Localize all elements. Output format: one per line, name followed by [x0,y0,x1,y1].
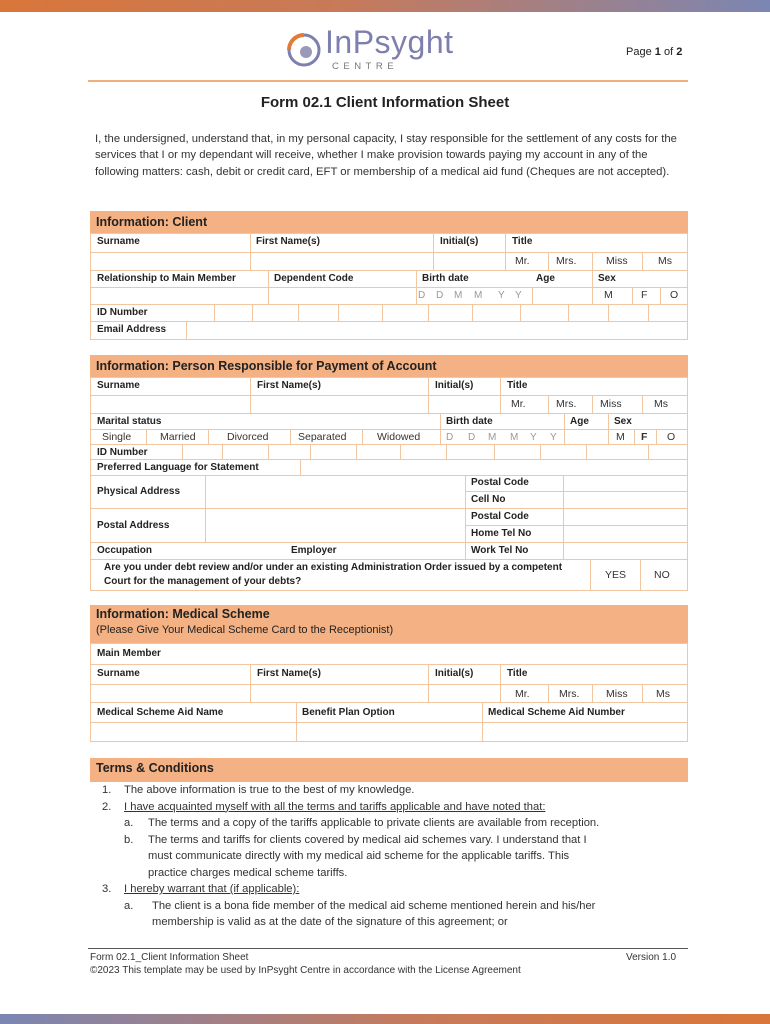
terms-item-text: The terms and a copy of the tariffs applicable to private clients are available from reception. [148,817,600,829]
payer-initials-label: Initial(s) [435,380,474,391]
medical-title-ms[interactable]: Ms [656,688,670,700]
payer-id-number-label: ID Number [97,447,148,458]
payer-surname-label: Surname [97,380,140,391]
payer-dob-d1[interactable]: D [446,432,454,443]
payer-title-mr[interactable]: Mr. [511,398,526,410]
header-rule [88,80,688,82]
terms-item-number: a. [124,899,134,912]
medical-first-names-label: First Name(s) [257,668,321,679]
client-surname-label: Surname [97,236,140,247]
client-sex-f[interactable]: F [641,289,648,301]
client-birth-date-label: Birth date [422,273,469,284]
payer-cell-no-label: Cell No [471,494,506,505]
debt-no-option[interactable]: NO [654,569,670,581]
medical-title-miss[interactable]: Miss [606,688,628,700]
client-dob-m1[interactable]: M [454,290,463,301]
marital-married[interactable]: Married [160,431,196,443]
client-sex-m[interactable]: M [604,289,613,301]
payer-title-mrs[interactable]: Mrs. [556,398,577,410]
medical-title-mr[interactable]: Mr. [515,688,530,700]
client-initials-label: Initial(s) [440,236,479,247]
terms-item-number: b. [124,833,134,846]
terms-item-number: a. [124,817,134,829]
payer-title-miss[interactable]: Miss [600,398,622,410]
intro-paragraph: I, the undersigned, understand that, in my personal capacity, I stay responsible for the settlement of any costs for the services that I or my dependant will receive, whether I make provision towards paying my account in any of the following matters: cash, debit or credit card, EFT or membership of a medical aid fund (Cheques are not accepted). [95,133,677,178]
footer-form-name: Form 02.1_Client Information Sheet [90,952,249,963]
page-title: Form 02.1 Client Information Sheet [260,94,510,111]
payer-language-label: Preferred Language for Statement [97,462,259,473]
client-title-label: Title [512,236,533,247]
terms-item-text: The client is a bona fide member of the medical aid scheme mentioned herein and his/her [152,899,596,912]
payer-dob-m1[interactable]: M [488,432,497,443]
medical-header-title: Information: Medical Scheme [96,607,270,621]
medical-initials-label: Initial(s) [435,668,474,679]
payer-title-ms[interactable]: Ms [654,398,668,410]
client-dob-d1[interactable]: D [418,290,426,301]
payer-postal-code-label: Postal Code [471,477,529,488]
marital-divorced[interactable]: Divorced [227,431,269,443]
payer-postal-address-label: Postal Address [97,520,170,531]
payer-occupation-label: Occupation [97,545,153,556]
page-number: Page 1 of 2 [626,46,683,58]
client-title-mr[interactable]: Mr. [515,255,530,267]
client-email-label: Email Address [97,324,167,335]
client-age-label: Age [536,273,555,284]
client-title-ms[interactable]: Ms [658,255,672,267]
debt-review-question: Are you under debt review and/or under an existing Administration Order issued by a competent Court for the management of your debts? [104,562,563,587]
medical-main-member-label: Main Member [97,648,161,659]
debt-yes-option[interactable]: YES [605,569,627,581]
client-dependent-code-label: Dependent Code [274,273,354,284]
logo-icon [280,28,326,74]
medical-aid-name-label: Medical Scheme Aid Name [97,707,224,718]
client-sex-o[interactable]: O [670,289,679,301]
terms-item-text: I hereby warrant that (if applicable): [124,883,300,895]
payer-dob-y1[interactable]: Y [530,432,537,443]
payer-title-label: Title [507,380,528,391]
payer-sex-label: Sex [614,416,632,427]
footer-version: Version 1.0 [626,952,677,963]
client-dob-d2[interactable]: D [436,290,444,301]
payer-home-tel-label: Home Tel No [471,528,532,539]
payer-first-names-label: First Name(s) [257,380,321,391]
payer-birth-date-label: Birth date [446,416,493,427]
medical-surname-label: Surname [97,668,140,679]
terms-item-number: 2. [102,800,112,813]
client-first-names-label: First Name(s) [256,236,320,247]
marital-widowed[interactable]: Widowed [377,431,421,443]
terms-item-text: practice charges medical scheme tariffs. [148,866,348,879]
medical-plan-label: Benefit Plan Option [302,707,395,718]
client-id-number-label: ID Number [97,307,148,318]
bottom-accent-bar [0,1014,770,1024]
footer-rule [88,948,688,949]
medical-table [90,643,688,742]
client-dob-m2[interactable]: M [474,290,483,301]
payer-dob-m2[interactable]: M [510,432,519,443]
terms-item-number: 3. [102,883,112,895]
payer-age-label: Age [570,416,589,427]
client-title-miss[interactable]: Miss [606,255,628,267]
terms-header: Terms & Conditions [90,758,688,782]
medical-title-mrs[interactable]: Mrs. [559,688,580,700]
payer-employer-label: Employer [291,545,337,556]
client-sex-label: Sex [598,273,616,284]
client-relationship-label: Relationship to Main Member [97,273,236,284]
logo [280,26,490,76]
terms-item-text: The terms and tariffs for clients covered by medical aid schemes vary. I understand that I [148,833,587,846]
terms-item-text: must communicate directly with my medical aid scheme for the applicable tariffs. This [148,850,570,862]
payer-dob-y2[interactable]: Y [550,432,557,443]
payer-marital-status-label: Marital status [97,416,162,427]
logo-name: InPsyght [325,24,454,60]
payer-postal-code-2-label: Postal Code [471,511,529,522]
marital-separated[interactable]: Separated [298,431,347,443]
terms-item-number: 1. [102,784,112,796]
payer-physical-address-label: Physical Address [97,486,181,497]
payer-work-tel-label: Work Tel No [471,545,529,556]
client-dob-y2[interactable]: Y [515,290,522,301]
client-header: Information: Client [90,211,688,233]
medical-header-subtitle: (Please Give Your Medical Scheme Card to the Receptionist) [96,624,394,636]
medical-title-label: Title [507,668,528,679]
terms-item-text: I have acquainted myself with all the terms and tariffs applicable and have noted that: [124,800,546,813]
logo-sub: CENTRE [332,61,399,72]
marital-single[interactable]: Single [102,431,132,443]
payer-sex-f[interactable]: F [641,431,648,443]
medical-header [90,605,688,643]
client-title-mrs[interactable]: Mrs. [556,255,577,267]
payer-sex-m[interactable]: M [616,431,625,443]
payer-dob-d2[interactable]: D [468,432,476,443]
payer-sex-o[interactable]: O [667,431,676,443]
top-accent-bar [0,0,770,12]
payer-header: Information: Person Responsible for Payment of Account [90,355,688,377]
footer-copyright: ©2023 This template may be used by InPsyght Centre in accordance with the License Agreement [90,965,521,976]
medical-aid-number-label: Medical Scheme Aid Number [488,707,625,718]
client-dob-y1[interactable]: Y [498,290,505,301]
terms-item-text: membership is valid as at the date of the signature of this agreement; or [152,916,508,928]
terms-item-text: The above information is true to the best of my knowledge. [124,784,415,796]
